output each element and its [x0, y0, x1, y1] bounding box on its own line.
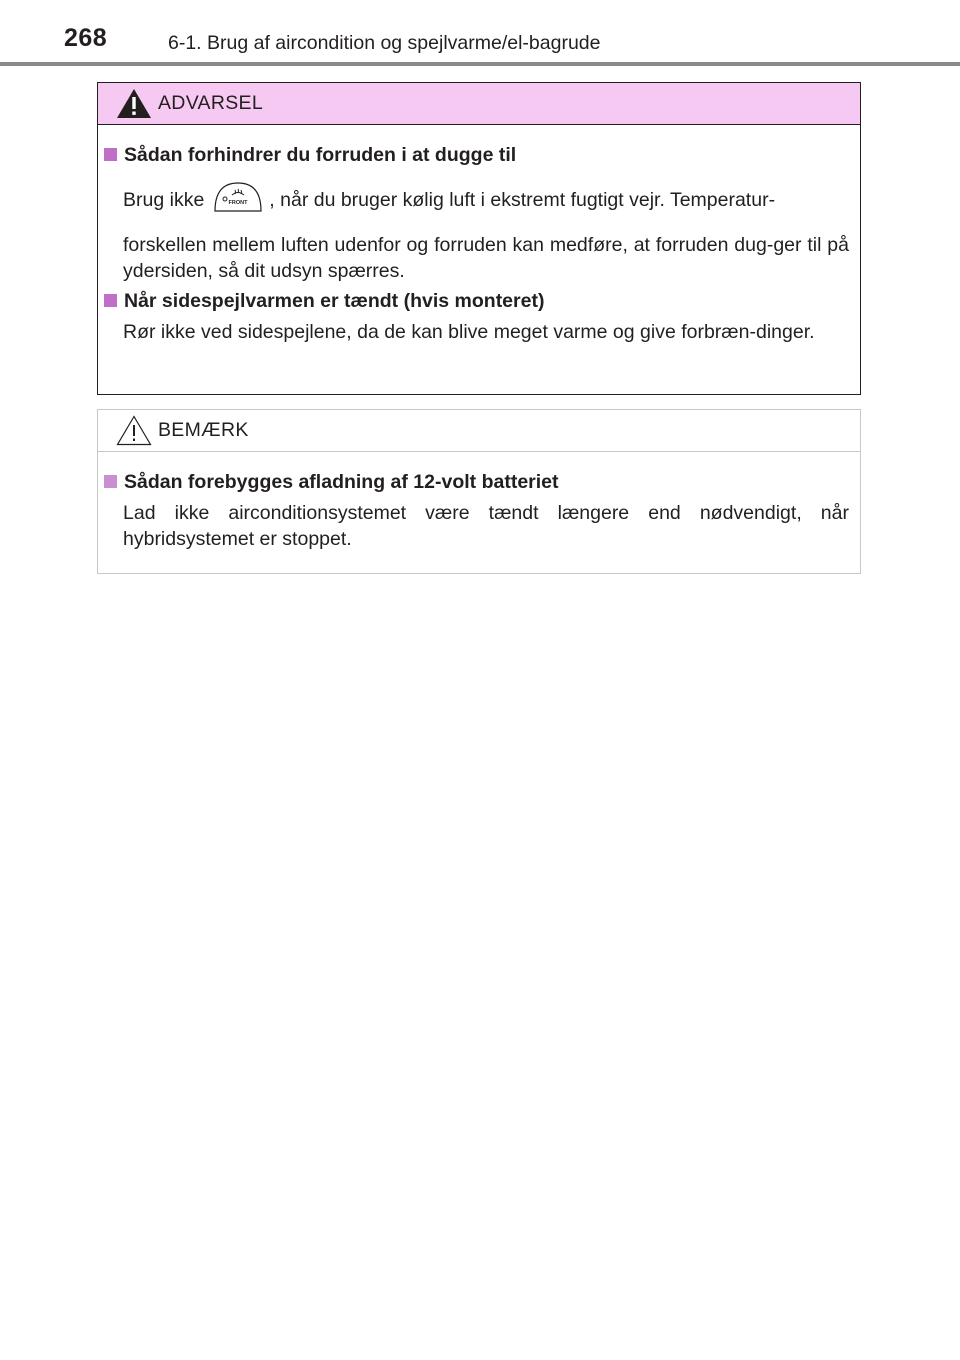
- warning-item-text-line: Brug ikke FRONT , når du bruger kølig luft i ekstremt fugtigt vejr. Temperatur-: [123, 187, 849, 213]
- notice-box-header: [98, 410, 860, 452]
- bullet-square-icon: [104, 294, 117, 307]
- warning-filled-icon: [115, 87, 153, 120]
- page-header: [0, 0, 960, 66]
- svg-text:FRONT: FRONT: [228, 199, 248, 206]
- header-divider: [0, 62, 960, 66]
- notice-item-heading: Sådan forebygges afladning af 12-volt batteriet: [104, 471, 559, 494]
- front-defroster-button-icon: [212, 181, 264, 213]
- warning-item-text: Rør ikke ved sidespejlene, da de kan blive meget varme og give forbræn-dinger.: [123, 321, 815, 343]
- section-title: 6-1. Brug af aircondition og spejlvarme/el-bagrude: [168, 32, 601, 54]
- bullet-square-icon: [104, 475, 117, 488]
- notice-box: [97, 409, 861, 574]
- page-number: 268: [64, 24, 108, 52]
- warning-item-heading: Når sidespejlvarmen er tændt (hvis monteret): [104, 290, 544, 313]
- notice-item-text: Lad ikke airconditionsystemet være tændt længere end nødvendigt, når hybridsystemet er stoppet.: [123, 502, 849, 550]
- warning-box: [97, 82, 861, 395]
- bullet-square-icon: [104, 148, 117, 161]
- warning-item-heading: Sådan forhindrer du forruden i at dugge til: [104, 144, 516, 167]
- warning-outline-icon: [115, 414, 153, 447]
- warning-box-header: [98, 83, 860, 125]
- notice-label: BEMÆRK: [158, 419, 249, 441]
- warning-item-text: forskellen mellem luften udenfor og forruden kan medføre, at forruden dug-ger til på ydersiden, så dit udsyn spærres.: [123, 234, 849, 282]
- warning-label: ADVARSEL: [158, 92, 263, 114]
